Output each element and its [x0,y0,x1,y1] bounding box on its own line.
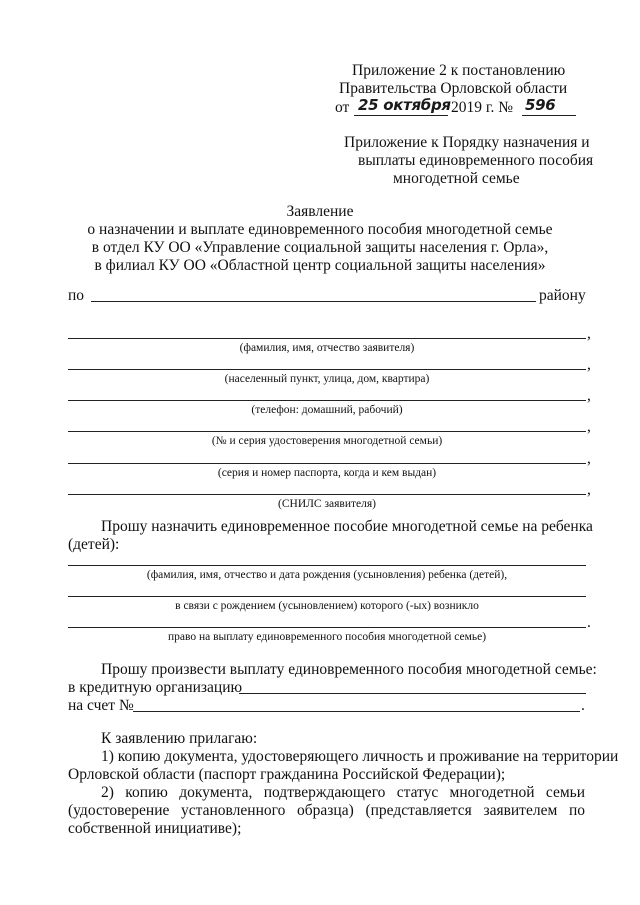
title-line-2: о назначении и выплате единовременного пособия многодетной семье [87,221,553,238]
children-line-1[interactable] [68,565,586,566]
children-line-2[interactable] [68,596,586,597]
address-line[interactable] [68,369,586,370]
district-prefix: по [68,287,85,304]
header-year: 2019 г. № [451,99,514,116]
field-comma: , [587,387,591,404]
header-sub-1: Приложение к Порядку назначения и [344,134,590,151]
number-underline [522,115,576,116]
account-label: на счет № [68,697,134,714]
attachment-2-line-3: собственной инициативе); [68,820,242,837]
request-children-line-2: (детей): [68,536,120,553]
phone-line[interactable] [68,400,586,401]
caption-phone: (телефон: домашний, рабочий) [251,404,403,416]
bank-label: в кредитную организацию [68,679,243,696]
title-line-3: в отдел КУ ОО «Управление социальной защиты населения г. Орла», [91,239,549,256]
caption-certificate: (№ и серия удостоверения многодетной семьи) [211,435,443,447]
children-line-3[interactable] [68,627,586,628]
caption-snils: (СНИЛС заявителя) [278,498,376,510]
attachment-1-line-1: 1) копию документа, удостоверяющего личность и проживание на территории [101,748,619,765]
field-comma: , [587,481,591,498]
header-line-1: Приложение 2 к постановлению [352,62,566,79]
field-period: . [587,614,591,631]
date-underline [354,115,448,116]
title-line-1: Заявление [286,203,354,220]
district-suffix: району [539,287,586,304]
attachment-2-line-1: 2) копию документа, подтверждающего статус многодетной семьи [101,784,585,801]
attachment-1-line-2: Орловской области (паспорт гражданина Российской Федерации); [68,766,506,783]
field-period: . [581,697,585,714]
caption-children-2: в связи с рождением (усыновлением) которого (-ых) возникло [175,600,479,612]
header-sub-2: выплаты единовременного пособия [358,152,594,169]
caption-address: (населенный пункт, улица, дом, квартира) [224,373,430,385]
snils-line[interactable] [68,494,586,495]
bank-input-line[interactable] [239,693,586,694]
header-date-handwritten: 25 октября [358,96,451,114]
caption-children-3: право на выплату единовременного пособия многодетной семье) [167,631,487,643]
request-payment-line: Прошу произвести выплату единовременного пособия многодетной семье: [101,661,597,678]
caption-children-1: (фамилия, имя, отчество и дата рождения (усыновления) ребенка (детей), [146,569,508,581]
passport-line[interactable] [68,463,586,464]
field-comma: , [587,356,591,373]
header-number-handwritten: 596 [525,96,556,114]
field-comma: , [587,325,591,342]
header-line-2: Правительства Орловской области [339,80,568,97]
field-comma: , [587,418,591,435]
request-children-line-1: Прошу назначить единовременное пособие многодетной семье на ребенка [101,518,593,535]
certificate-line[interactable] [68,431,586,432]
caption-passport: (серия и номер паспорта, когда и кем выдан) [217,467,437,479]
field-comma: , [587,450,591,467]
caption-applicant-name: (фамилия, имя, отчество заявителя) [239,342,415,354]
attachments-intro: К заявлению прилагаю: [101,730,258,747]
account-input-line[interactable] [133,711,580,712]
district-input-line[interactable] [91,301,536,302]
header-sub-3: многодетной семье [393,170,520,187]
applicant-name-line[interactable] [68,338,586,339]
attachment-2-line-2: (удостоверение установленного образца) (представляется заявителем по [68,802,585,819]
title-line-4: в филиал КУ ОО «Областной центр социальной защиты населения» [94,257,546,274]
header-ot: от [335,99,350,116]
